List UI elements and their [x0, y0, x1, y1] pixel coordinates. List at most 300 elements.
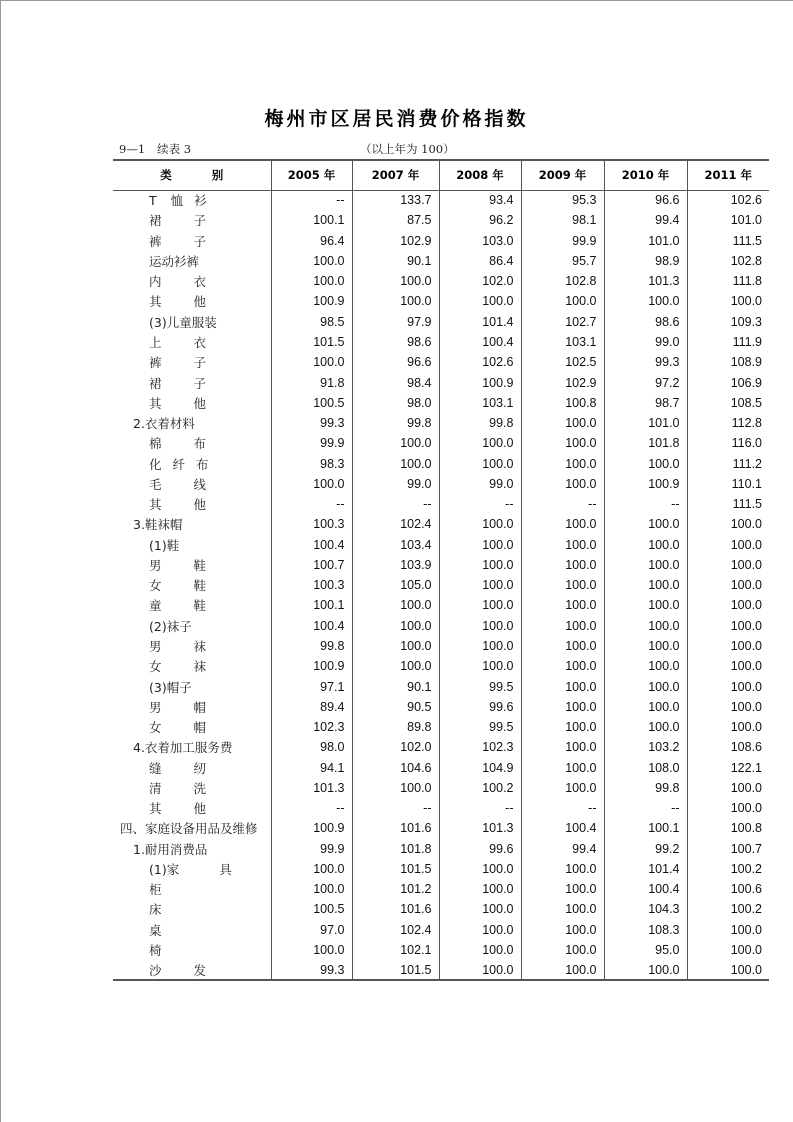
value-cell: 100.0 — [352, 636, 439, 656]
value-cell: 98.6 — [352, 332, 439, 352]
value-cell: 100.0 — [521, 413, 604, 433]
value-cell: 99.6 — [439, 839, 521, 859]
value-cell: 103.0 — [439, 231, 521, 251]
value-cell: 100.3 — [271, 575, 352, 595]
table-row — [113, 960, 769, 980]
value-cell: 100.8 — [521, 393, 604, 413]
row-label — [113, 656, 271, 676]
row-label-part: 童 — [149, 598, 162, 614]
value-cell: 100.0 — [352, 433, 439, 453]
value-cell: 100.0 — [521, 757, 604, 777]
row-label-part: 纤 — [172, 456, 186, 472]
value-cell: 100.0 — [521, 676, 604, 696]
value-cell: -- — [352, 798, 439, 818]
row-label-part: 具 — [219, 861, 232, 877]
row-label-part: 女 — [149, 720, 162, 736]
value-cell: 111.8 — [687, 271, 769, 291]
value-cell: 100.0 — [604, 960, 687, 980]
table-row — [113, 332, 769, 352]
table-row — [113, 778, 769, 798]
value-cell: 100.0 — [352, 778, 439, 798]
value-cell: 100.0 — [604, 636, 687, 656]
value-cell: 100.0 — [352, 453, 439, 473]
table-row — [113, 717, 769, 737]
value-cell: 89.4 — [271, 697, 352, 717]
value-cell: -- — [271, 494, 352, 514]
row-label — [113, 474, 271, 494]
row-label-part: 袜 — [193, 638, 207, 654]
value-cell: 102.3 — [271, 717, 352, 737]
value-cell: 100.2 — [687, 899, 769, 919]
value-cell: 97.9 — [352, 312, 439, 332]
row-label — [113, 190, 271, 210]
row-label — [113, 676, 271, 696]
row-label-part: 帽 — [193, 699, 207, 715]
value-cell: 100.0 — [604, 453, 687, 473]
value-cell: 100.0 — [352, 271, 439, 291]
row-label — [113, 291, 271, 311]
value-cell: 99.9 — [271, 433, 352, 453]
table-row — [113, 453, 769, 473]
value-cell: 100.0 — [604, 697, 687, 717]
value-cell: 100.0 — [439, 636, 521, 656]
value-cell: 102.5 — [521, 352, 604, 372]
value-cell: 100.9 — [271, 818, 352, 838]
value-cell: 100.0 — [439, 555, 521, 575]
row-label-part: 鞋 — [193, 578, 207, 594]
value-cell: 90.5 — [352, 697, 439, 717]
value-cell: 100.0 — [352, 616, 439, 636]
price-index-table — [113, 159, 769, 981]
row-label-part: 布 — [193, 436, 207, 452]
row-label-part: 桌 — [149, 922, 162, 938]
value-cell: 133.7 — [352, 190, 439, 210]
value-cell: 100.0 — [521, 899, 604, 919]
value-cell: 99.8 — [439, 413, 521, 433]
value-cell: 100.0 — [439, 514, 521, 534]
value-cell: 91.8 — [271, 372, 352, 392]
header-year: 2005 年 — [271, 160, 352, 190]
row-label — [113, 453, 271, 473]
table-row — [113, 535, 769, 555]
value-cell: 93.4 — [439, 190, 521, 210]
value-cell: 104.9 — [439, 757, 521, 777]
row-label-part: 椅 — [149, 942, 162, 958]
value-cell: 100.0 — [439, 535, 521, 555]
row-label-part: 2.衣着材料 — [133, 416, 195, 432]
row-label — [113, 697, 271, 717]
value-cell: 100.0 — [521, 575, 604, 595]
row-label-part: 发 — [193, 962, 207, 978]
value-cell: 100.0 — [271, 879, 352, 899]
header-year: 2010 年 — [604, 160, 687, 190]
value-cell: 100.0 — [521, 920, 604, 940]
value-cell: 100.0 — [439, 899, 521, 919]
table-row — [113, 737, 769, 757]
row-label — [113, 494, 271, 514]
value-cell: 111.2 — [687, 453, 769, 473]
value-cell: 103.2 — [604, 737, 687, 757]
value-cell: 99.8 — [271, 636, 352, 656]
value-cell: 100.0 — [687, 778, 769, 798]
value-cell: 98.5 — [271, 312, 352, 332]
row-label-part: 清 — [149, 780, 162, 796]
table-row — [113, 940, 769, 960]
table-row — [113, 372, 769, 392]
row-label-part: 鞋 — [193, 598, 207, 614]
value-cell: 100.0 — [687, 291, 769, 311]
row-label-part: 柜 — [149, 882, 162, 898]
table-row — [113, 393, 769, 413]
value-cell: 102.3 — [439, 737, 521, 757]
table-row — [113, 676, 769, 696]
row-label — [113, 616, 271, 636]
table-row — [113, 920, 769, 940]
value-cell: 100.5 — [271, 899, 352, 919]
value-cell: 99.9 — [271, 839, 352, 859]
value-cell: 106.9 — [687, 372, 769, 392]
value-cell: 100.4 — [271, 616, 352, 636]
row-label-part: 其 — [149, 801, 162, 817]
value-cell: 102.0 — [352, 737, 439, 757]
row-label-part: 四、家庭设备用品及维修 — [120, 821, 258, 837]
value-cell: 99.2 — [604, 839, 687, 859]
row-label — [113, 717, 271, 737]
value-cell: 100.0 — [687, 535, 769, 555]
value-cell: 108.3 — [604, 920, 687, 940]
value-cell: -- — [439, 494, 521, 514]
table-row — [113, 757, 769, 777]
value-cell: 94.1 — [271, 757, 352, 777]
value-cell: 96.6 — [604, 190, 687, 210]
row-label — [113, 940, 271, 960]
value-cell: 100.5 — [271, 393, 352, 413]
row-label — [113, 818, 271, 838]
value-cell: 90.1 — [352, 676, 439, 696]
row-label-part: 他 — [193, 294, 207, 310]
row-label-part: 男 — [149, 638, 162, 654]
value-cell: 100.0 — [604, 291, 687, 311]
table-row — [113, 879, 769, 899]
value-cell: 100.0 — [604, 717, 687, 737]
row-label-part: 子 — [193, 233, 207, 249]
value-cell: 100.0 — [439, 291, 521, 311]
value-cell: 100.0 — [271, 474, 352, 494]
row-label-part: 布 — [196, 456, 209, 472]
row-label-part: 其 — [149, 395, 162, 411]
row-label-part: 1.耐用消费品 — [133, 841, 208, 857]
value-cell: 95.3 — [521, 190, 604, 210]
value-cell: 100.7 — [687, 839, 769, 859]
row-label — [113, 798, 271, 818]
value-cell: 100.0 — [687, 575, 769, 595]
table-row — [113, 251, 769, 271]
value-cell: 98.0 — [352, 393, 439, 413]
value-cell: 101.5 — [271, 332, 352, 352]
value-cell: 122.1 — [687, 757, 769, 777]
value-cell: 101.5 — [352, 960, 439, 980]
row-label-part: 纫 — [193, 760, 207, 776]
value-cell: 90.1 — [352, 251, 439, 271]
value-cell: 108.9 — [687, 352, 769, 372]
row-label-part: (1)家 — [149, 861, 180, 877]
value-cell: 100.0 — [521, 960, 604, 980]
row-label-part: 上 — [149, 334, 162, 350]
table-row — [113, 413, 769, 433]
value-cell: 100.0 — [439, 575, 521, 595]
row-label-part: 其 — [149, 294, 162, 310]
row-label-part: 子 — [193, 213, 207, 229]
value-cell: 100.0 — [521, 697, 604, 717]
row-label — [113, 899, 271, 919]
row-label-part: 女 — [149, 578, 162, 594]
row-label-part: 裤 — [149, 233, 162, 249]
value-cell: 112.8 — [687, 413, 769, 433]
value-cell: 99.0 — [604, 332, 687, 352]
table-row — [113, 271, 769, 291]
value-cell: 101.3 — [439, 818, 521, 838]
value-cell: 101.8 — [604, 433, 687, 453]
value-cell: 99.8 — [604, 778, 687, 798]
row-label — [113, 332, 271, 352]
value-cell: 87.5 — [352, 210, 439, 230]
value-cell: -- — [271, 798, 352, 818]
value-cell: 99.5 — [439, 717, 521, 737]
table-row — [113, 231, 769, 251]
row-label — [113, 514, 271, 534]
row-label — [113, 535, 271, 555]
value-cell: 100.0 — [439, 879, 521, 899]
value-cell: 100.0 — [271, 271, 352, 291]
row-label — [113, 839, 271, 859]
value-cell: 99.0 — [352, 474, 439, 494]
value-cell: 100.4 — [604, 879, 687, 899]
value-cell: 98.7 — [604, 393, 687, 413]
row-label-part: 内 — [149, 274, 162, 290]
value-cell: 100.9 — [604, 474, 687, 494]
value-cell: 111.5 — [687, 231, 769, 251]
value-cell: 102.9 — [352, 231, 439, 251]
row-label-part: 衣 — [193, 274, 207, 290]
row-label-part: 床 — [149, 902, 162, 918]
value-cell: 99.3 — [271, 960, 352, 980]
value-cell: 100.0 — [604, 514, 687, 534]
value-cell: 100.0 — [439, 595, 521, 615]
value-cell: 105.0 — [352, 575, 439, 595]
row-label — [113, 555, 271, 575]
row-label-part: 化 — [149, 456, 162, 472]
row-label-part: 衫 — [194, 193, 207, 209]
value-cell: 100.1 — [604, 818, 687, 838]
value-cell: 100.0 — [687, 636, 769, 656]
value-cell: 104.6 — [352, 757, 439, 777]
row-label-part: 男 — [149, 557, 162, 573]
value-cell: 100.0 — [604, 676, 687, 696]
value-cell: -- — [604, 798, 687, 818]
row-label — [113, 757, 271, 777]
value-cell: 104.3 — [604, 899, 687, 919]
table-row — [113, 291, 769, 311]
row-label-part: (1)鞋 — [149, 537, 180, 553]
value-cell: 101.0 — [604, 413, 687, 433]
value-cell: 100.0 — [521, 717, 604, 737]
row-label-part: 其 — [149, 497, 162, 513]
value-cell: 100.0 — [439, 859, 521, 879]
table-row — [113, 798, 769, 818]
value-cell: 100.0 — [439, 453, 521, 473]
row-label — [113, 312, 271, 332]
row-label — [113, 271, 271, 291]
header-category-part: 别 — [211, 168, 224, 183]
value-cell: 101.8 — [352, 839, 439, 859]
value-cell: 102.8 — [687, 251, 769, 271]
value-cell: 103.1 — [439, 393, 521, 413]
row-label — [113, 210, 271, 230]
value-cell: 100.0 — [521, 535, 604, 555]
table-row — [113, 697, 769, 717]
value-cell: 100.7 — [271, 555, 352, 575]
value-cell: 100.8 — [687, 818, 769, 838]
row-label — [113, 575, 271, 595]
value-cell: 100.9 — [439, 372, 521, 392]
value-cell: 101.6 — [352, 899, 439, 919]
table-body — [113, 190, 769, 980]
table-row — [113, 190, 769, 210]
table-row — [113, 555, 769, 575]
row-label — [113, 372, 271, 392]
row-label — [113, 879, 271, 899]
value-cell: 100.0 — [521, 656, 604, 676]
value-cell: 100.0 — [687, 960, 769, 980]
value-cell: 86.4 — [439, 251, 521, 271]
value-cell: 108.6 — [687, 737, 769, 757]
value-cell: 100.0 — [439, 960, 521, 980]
row-label — [113, 920, 271, 940]
value-cell: 99.6 — [439, 697, 521, 717]
value-cell: 101.0 — [687, 210, 769, 230]
header-year: 2011 年 — [687, 160, 769, 190]
value-cell: 100.0 — [687, 656, 769, 676]
row-label-part: 缝 — [149, 760, 162, 776]
value-cell: 100.0 — [521, 291, 604, 311]
value-cell: 98.1 — [521, 210, 604, 230]
value-cell: 95.0 — [604, 940, 687, 960]
row-label-part: 洗 — [193, 780, 207, 796]
value-cell: -- — [271, 190, 352, 210]
value-cell: 96.2 — [439, 210, 521, 230]
row-label — [113, 352, 271, 372]
value-cell: 101.3 — [271, 778, 352, 798]
row-label-part: 毛 — [149, 476, 162, 492]
value-cell: -- — [521, 798, 604, 818]
value-cell: 102.9 — [521, 372, 604, 392]
row-label-part: 棉 — [149, 436, 162, 452]
row-label-part: 运动衫裤 — [149, 253, 200, 269]
row-label-part: 衣 — [193, 334, 207, 350]
table-continuation: 续表 3 — [157, 142, 192, 156]
value-cell: 100.0 — [604, 575, 687, 595]
table-number: 9—1 — [119, 142, 146, 156]
value-cell: 102.4 — [352, 514, 439, 534]
value-cell: 101.4 — [604, 859, 687, 879]
table-row — [113, 210, 769, 230]
row-label — [113, 251, 271, 271]
value-cell: 102.6 — [439, 352, 521, 372]
value-cell: 98.6 — [604, 312, 687, 332]
value-cell: 116.0 — [687, 433, 769, 453]
value-cell: 101.6 — [352, 818, 439, 838]
value-cell: 100.0 — [687, 717, 769, 737]
table-row — [113, 636, 769, 656]
value-cell: 111.5 — [687, 494, 769, 514]
value-cell: 109.3 — [687, 312, 769, 332]
value-cell: 101.0 — [604, 231, 687, 251]
table-row — [113, 433, 769, 453]
value-cell: -- — [352, 494, 439, 514]
row-label — [113, 393, 271, 413]
value-cell: 102.7 — [521, 312, 604, 332]
table-row — [113, 859, 769, 879]
value-cell: 100.0 — [271, 859, 352, 879]
value-cell: 99.5 — [439, 676, 521, 696]
value-cell: 100.0 — [521, 474, 604, 494]
value-cell: 100.0 — [352, 595, 439, 615]
value-cell: 99.4 — [521, 839, 604, 859]
row-label — [113, 960, 271, 980]
row-label-part: 4.衣着加工服务费 — [133, 740, 233, 756]
value-cell: 100.0 — [271, 940, 352, 960]
table-row — [113, 514, 769, 534]
value-cell: 101.3 — [604, 271, 687, 291]
row-label-part: 沙 — [149, 962, 162, 978]
value-cell: 100.0 — [439, 433, 521, 453]
value-cell: 99.9 — [521, 231, 604, 251]
value-cell: 100.0 — [521, 433, 604, 453]
value-cell: 99.3 — [271, 413, 352, 433]
row-label-part: 恤 — [170, 193, 184, 209]
table-row — [113, 312, 769, 332]
value-cell: 100.0 — [687, 697, 769, 717]
value-cell: 100.0 — [604, 595, 687, 615]
value-cell: 100.0 — [521, 595, 604, 615]
value-cell: 100.4 — [271, 535, 352, 555]
table-caption — [119, 141, 191, 157]
header-year: 2008 年 — [439, 160, 521, 190]
table-row — [113, 656, 769, 676]
value-cell: 100.0 — [521, 859, 604, 879]
table-row — [113, 839, 769, 859]
header-category-part: 类 — [160, 168, 172, 183]
value-cell: 100.6 — [687, 879, 769, 899]
value-cell: 100.0 — [271, 251, 352, 271]
value-cell: 100.0 — [687, 555, 769, 575]
table-row — [113, 474, 769, 494]
row-label-part: 鞋 — [193, 557, 207, 573]
value-cell: 97.1 — [271, 676, 352, 696]
value-cell: 100.1 — [271, 595, 352, 615]
value-cell: 98.0 — [271, 737, 352, 757]
value-cell: 100.0 — [687, 595, 769, 615]
value-cell: 97.0 — [271, 920, 352, 940]
value-cell: 100.0 — [439, 940, 521, 960]
row-label-part: 裤 — [149, 355, 162, 371]
value-cell: 100.1 — [271, 210, 352, 230]
row-label-part: 裙 — [149, 375, 162, 391]
value-cell: -- — [439, 798, 521, 818]
value-cell: 100.9 — [271, 656, 352, 676]
value-cell: 100.0 — [521, 879, 604, 899]
value-cell: 100.2 — [439, 778, 521, 798]
